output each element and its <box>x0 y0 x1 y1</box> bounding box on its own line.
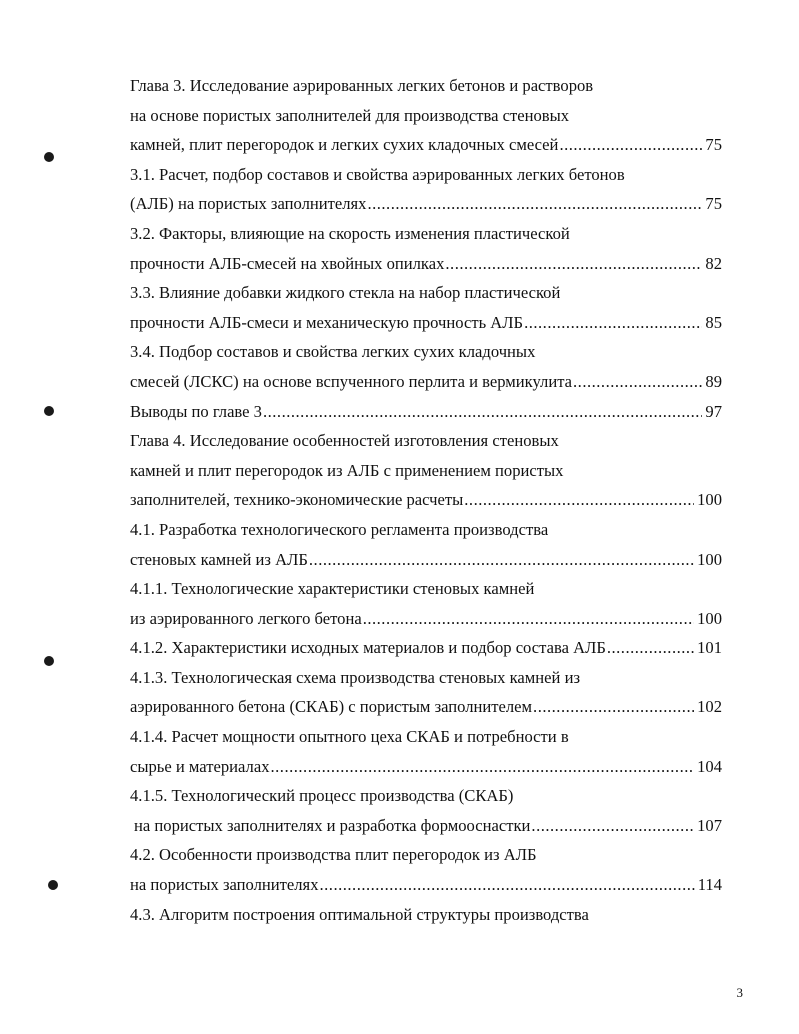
toc-line: на основе пористых заполнителей для производства стеновых <box>130 105 570 125</box>
toc-line: 4.1.1. Технологические характеристики стеновых камней <box>130 579 535 599</box>
toc-line: 4.2. Особенности производства плит перегородок из АЛБ <box>130 845 537 865</box>
toc-entry: на пористых заполнителях ..... 114 <box>130 870 722 900</box>
toc-entry: 4.1.2. Характеристики исходных материалов и подбор состава АЛБ ..... 101 <box>130 633 722 663</box>
toc-entry: аэрированного бетона (СКАБ) с пористым заполнителем ..... 102 <box>130 692 722 722</box>
toc-entry: сырье и материалах ..... 104 <box>130 752 722 782</box>
toc-entry: смесей (ЛСКС) на основе вспученного перлита и вермикулита ..... 89 <box>130 367 722 397</box>
binder-hole-mark-1 <box>44 152 54 162</box>
binder-hole-mark-2 <box>44 406 54 416</box>
toc-line: 3.2. Факторы, влияющие на скорость изменения пластической <box>130 223 570 243</box>
page-number: 3 <box>736 985 743 1000</box>
toc-page-number: 100 <box>697 490 722 510</box>
toc-page-number: 97 <box>705 401 722 421</box>
toc-line: 3.1. Расчет, подбор составов и свойства аэрированных легких бетонов <box>130 164 625 184</box>
toc-entry: заполнителей, технико-экономические расчеты ..... 100 <box>130 485 722 515</box>
toc-line: 4.1. Разработка технологического регламента производства <box>130 519 549 539</box>
toc-page-number: 107 <box>697 815 722 835</box>
toc-page-number: 114 <box>697 875 722 895</box>
toc-page-number: 82 <box>705 253 722 273</box>
toc-page-number: 102 <box>697 697 722 717</box>
toc-page-number: 100 <box>697 608 722 628</box>
toc-page-number: 104 <box>697 756 722 776</box>
table-of-contents <box>130 71 722 929</box>
toc-page-number: 85 <box>705 312 722 332</box>
toc-page-number: 101 <box>697 638 722 658</box>
toc-page-number: 100 <box>697 549 722 569</box>
toc-entry: Выводы по главе 3 ..... 97 <box>130 397 722 427</box>
toc-line: 4.1.5. Технологический процесс производства (СКАБ) <box>130 786 514 806</box>
toc-line: 4.1.4. Расчет мощности опытного цеха СКАБ и потребности в <box>130 727 569 747</box>
toc-entry: на пористых заполнителях и разработка формооснастки ..... 107 <box>130 811 722 841</box>
toc-entry: прочности АЛБ-смесей на хвойных опилках ..... 82 <box>130 249 722 279</box>
toc-entry: из аэрированного легкого бетона ..... 100 <box>130 604 722 634</box>
toc-line: 4.3. Алгоритм построения оптимальной структуры производства <box>130 904 589 924</box>
toc-page-number: 75 <box>705 135 722 155</box>
binder-hole-mark-4 <box>48 880 58 890</box>
toc-entry: стеновых камней из АЛБ ..... 100 <box>130 545 722 575</box>
toc-line: 4.1.3. Технологическая схема производства стеновых камней из <box>130 667 581 687</box>
binder-hole-mark-3 <box>44 656 54 666</box>
toc-entry: камней, плит перегородок и легких сухих кладочных смесей ..... 75 <box>130 130 722 160</box>
toc-page-number: 75 <box>705 194 722 214</box>
toc-page-number: 89 <box>705 371 722 391</box>
toc-line: Глава 4. Исследование особенностей изготовления стеновых <box>130 431 559 451</box>
toc-line: Глава 3. Исследование аэрированных легких бетонов и растворов <box>130 76 594 95</box>
toc-line: камней и плит перегородок из АЛБ с применением пористых <box>130 460 564 480</box>
toc-line: 3.3. Влияние добавки жидкого стекла на набор пластической <box>130 283 561 303</box>
toc-entry: прочности АЛБ-смеси и механическую прочность АЛБ ..... 85 <box>130 308 722 338</box>
toc-line: 3.4. Подбор составов и свойства легких сухих кладочных <box>130 342 536 362</box>
toc-entry: (АЛБ) на пористых заполнителях ..... 75 <box>130 189 722 219</box>
